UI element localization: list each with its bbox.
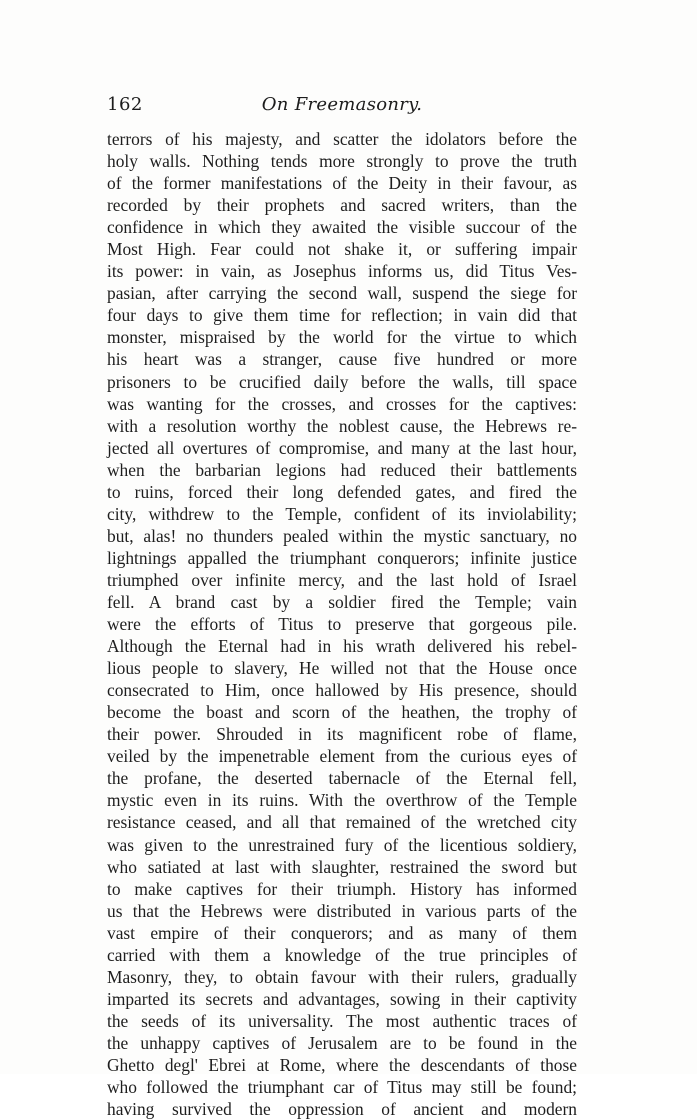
text-line: Ghetto degl' Ebrei at Rome, where the descendants of those bbox=[107, 1054, 577, 1075]
text-line: become the boast and scorn of the heathen, the trophy of bbox=[107, 702, 577, 723]
text-line: their power. Shrouded in its magnificent robe of flame, bbox=[107, 724, 577, 745]
text-line: Masonry, they, to obtain favour with their rulers, gradually bbox=[107, 966, 577, 987]
text-line: the profane, the deserted tabernacle of the Eternal fell, bbox=[107, 768, 577, 789]
page-number: 162 bbox=[107, 94, 143, 115]
text-line: resistance ceased, and all that remained of the wretched city bbox=[107, 812, 577, 833]
text-line: pasian, after carrying the second wall, suspend the siege for bbox=[107, 283, 577, 304]
running-title: On Freemasonry. bbox=[261, 94, 423, 115]
text-line: veiled by the impenetrable element from the curious eyes of bbox=[107, 746, 577, 767]
text-line: to make captives for their triumph. History has informed bbox=[107, 878, 577, 899]
body-text bbox=[107, 128, 577, 1120]
text-line: were the efforts of Titus to preserve that gorgeous pile. bbox=[107, 614, 577, 635]
text-line: was wanting for the crosses, and crosses for the captives: bbox=[107, 393, 577, 414]
text-line: but, alas! no thunders pealed within the mystic sanctuary, no bbox=[107, 525, 577, 546]
text-line: imparted its secrets and advantages, sowing in their captivity bbox=[107, 988, 577, 1009]
text-line: jected all overtures of compromise, and many at the last hour, bbox=[107, 437, 577, 458]
text-line: who followed the triumphant car of Titus may still be found; bbox=[107, 1077, 577, 1098]
text-line: mystic even in its ruins. With the overthrow of the Temple bbox=[107, 790, 577, 811]
text-line: to ruins, forced their long defended gates, and fired the bbox=[107, 481, 577, 502]
text-line: prisoners to be crucified daily before the walls, till space bbox=[107, 371, 577, 392]
page-header bbox=[107, 94, 577, 122]
text-line: recorded by their prophets and sacred writers, than the bbox=[107, 195, 577, 216]
text-line: the seeds of its universality. The most authentic traces of bbox=[107, 1010, 577, 1031]
text-line: four days to give them time for reflection; in vain did that bbox=[107, 305, 577, 326]
text-line: carried with them a knowledge of the true principles of bbox=[107, 944, 577, 965]
text-line: triumphed over infinite mercy, and the last hold of Israel bbox=[107, 569, 577, 590]
text-line: holy walls. Nothing tends more strongly to prove the truth bbox=[107, 151, 577, 172]
text-line: fell. A brand cast by a soldier fired the Temple; vain bbox=[107, 591, 577, 612]
text-line: confidence in which they awaited the visible succour of the bbox=[107, 217, 577, 238]
text-line: monster, mispraised by the world for the virtue to which bbox=[107, 327, 577, 348]
text-line: vast empire of their conquerors; and as many of them bbox=[107, 922, 577, 943]
text-line: lightnings appalled the triumphant conquerors; infinite justice bbox=[107, 547, 577, 568]
text-line: Most High. Fear could not shake it, or suffering impair bbox=[107, 239, 577, 260]
text-line: Although the Eternal had in his wrath delivered his rebel- bbox=[107, 636, 577, 657]
text-line: its power: in vain, as Josephus informs us, did Titus Ves- bbox=[107, 261, 577, 282]
text-line: us that the Hebrews were distributed in various parts of the bbox=[107, 900, 577, 921]
text-line: terrors of his majesty, and scatter the idolators before the bbox=[107, 129, 577, 149]
text-line: who satiated at last with slaughter, restrained the sword but bbox=[107, 856, 577, 877]
text-line: of the former manifestations of the Deity in their favour, as bbox=[107, 173, 577, 194]
text-line: his heart was a stranger, cause five hundred or more bbox=[107, 349, 577, 370]
text-line: city, withdrew to the Temple, confident of its inviolability; bbox=[107, 503, 577, 524]
text-line: when the barbarian legions had reduced their battlements bbox=[107, 459, 577, 480]
text-line: consecrated to Him, once hallowed by His presence, should bbox=[107, 680, 577, 701]
text-line: was given to the unrestrained fury of the licentious soldiery, bbox=[107, 834, 577, 855]
text-line: the unhappy captives of Jerusalem are to be found in the bbox=[107, 1032, 577, 1053]
text-line: with a resolution worthy the noblest cause, the Hebrews re- bbox=[107, 415, 577, 436]
text-line: having survived the oppression of ancient and modern bbox=[107, 1099, 577, 1120]
text-line: lious people to slavery, He willed not that the House once bbox=[107, 658, 577, 679]
